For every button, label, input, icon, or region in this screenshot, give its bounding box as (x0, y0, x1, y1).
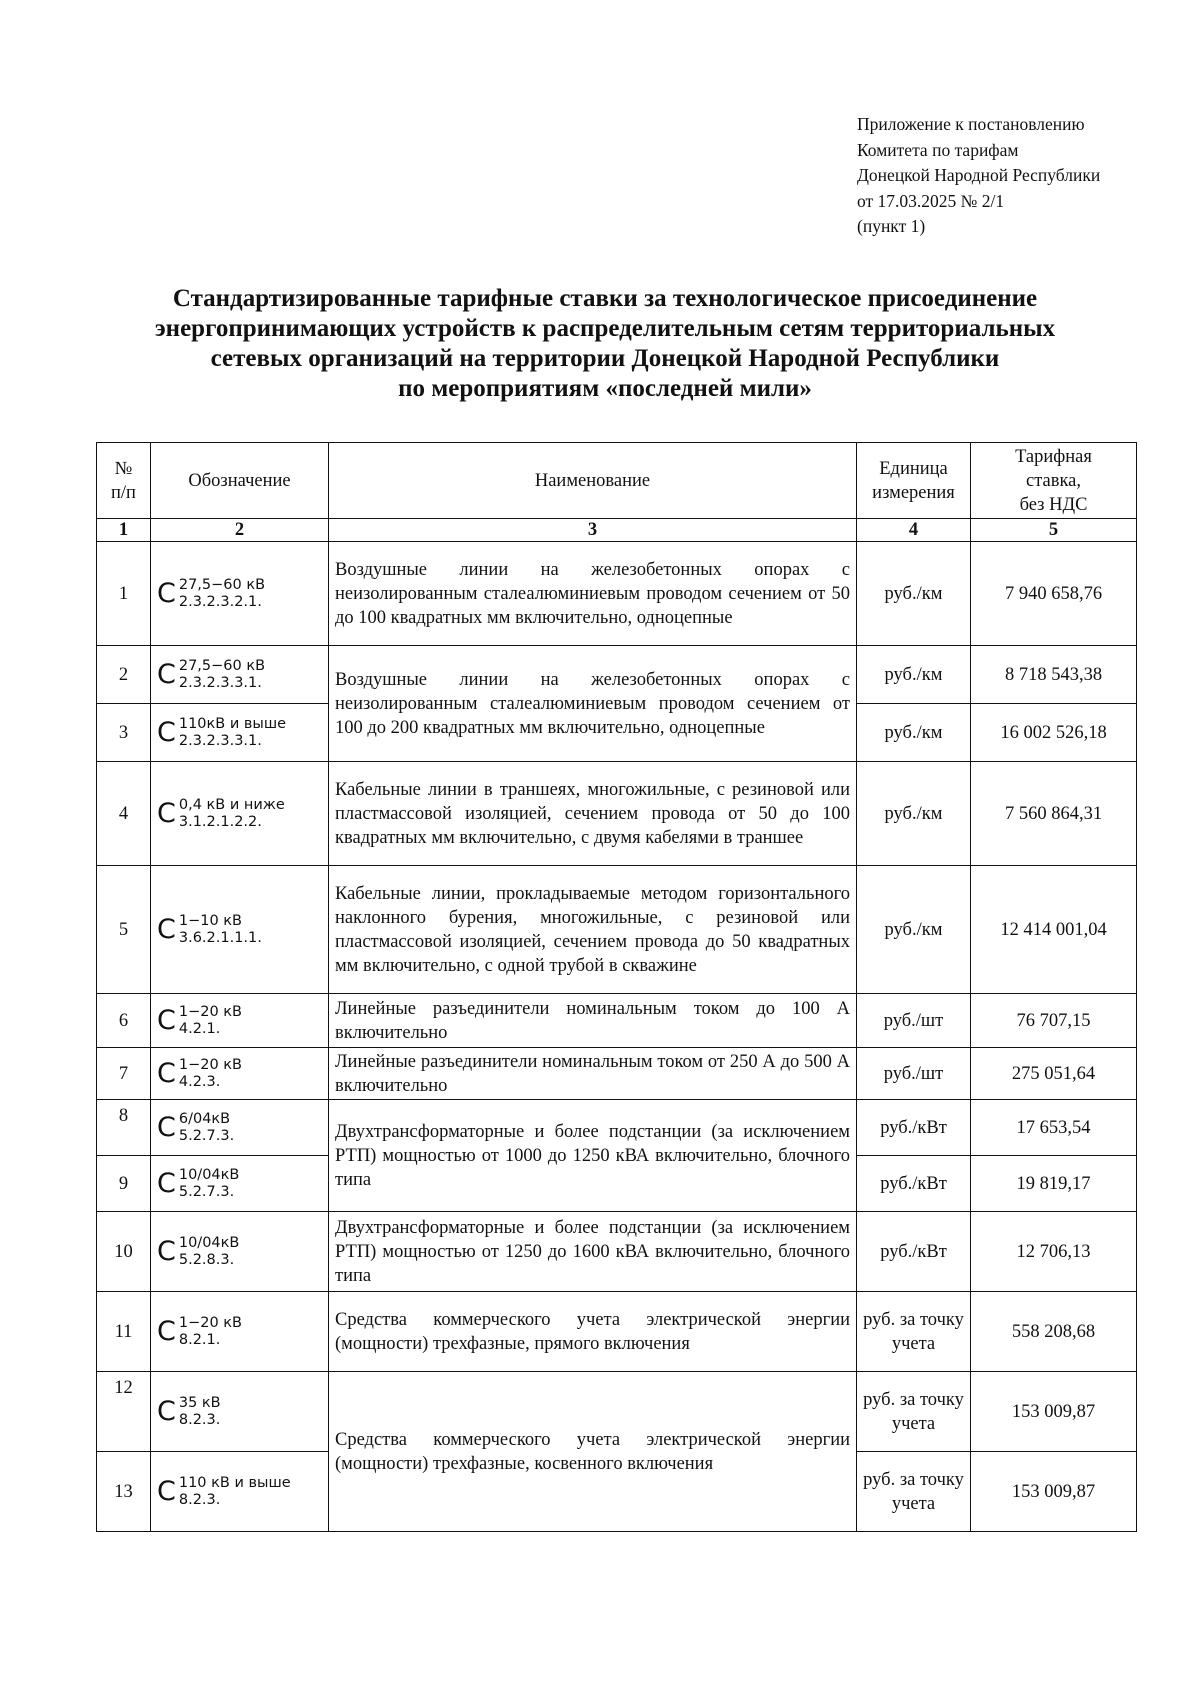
column-number: 1 (97, 519, 151, 542)
symbol-subscript: 5.2.7.3. (178, 1183, 235, 1200)
header-rate-line2: ставка, (1025, 470, 1081, 491)
tariff-symbol (157, 1057, 242, 1091)
symbol-subscript: 2.3.2.3.3.1. (178, 674, 262, 691)
symbol-letter: C (157, 716, 176, 748)
symbol-letter: C (157, 1057, 176, 1089)
symbol-superscript: 1−20 кВ (178, 1003, 242, 1020)
symbol-letter: C (157, 1167, 176, 1199)
table-row (97, 762, 1137, 866)
rate-cell: 17 653,54 (971, 1100, 1137, 1156)
symbol-superscript: 110 кВ и выше (178, 1474, 291, 1491)
symbol-subscript: 8.2.3. (178, 1411, 221, 1428)
unit-cell: руб. за точку учета (857, 1372, 971, 1452)
unit-cell: руб./кВт (857, 1100, 971, 1156)
symbol-subscript: 2.3.2.3.2.1. (178, 593, 262, 610)
symbol-letter: C (157, 1395, 176, 1427)
tariff-symbol (157, 1111, 234, 1145)
symbol-subscript: 2.3.2.3.3.1. (178, 732, 262, 749)
designation-cell (151, 704, 329, 762)
approval-line: (пункт 1) (857, 216, 926, 236)
symbol-superscript: 10/04кВ (178, 1234, 240, 1251)
table-row (97, 646, 1137, 704)
title-line: по мероприятиям «последней мили» (398, 375, 812, 402)
title-line: энергопринимающих устройств к распределительным сетям территориальных (154, 315, 1056, 342)
row-number: 13 (97, 1452, 151, 1532)
description-cell: Двухтрансформаторные и более подстанции (за исключением РТП) мощностью от 1250 до 1600 кВА включительно, блочного типа (329, 1212, 857, 1292)
table-row (97, 1100, 1137, 1156)
header-number-line1: № (114, 458, 133, 479)
row-number: 5 (97, 866, 151, 994)
tariff-symbol (157, 797, 285, 831)
symbol-subscript: 3.6.2.1.1.1. (178, 929, 262, 946)
rate-cell: 153 009,87 (971, 1452, 1137, 1532)
symbol-superscript: 35 кВ (178, 1394, 221, 1411)
designation-cell (151, 1100, 329, 1156)
tariff-symbol (157, 1395, 221, 1429)
rate-cell: 558 208,68 (971, 1292, 1137, 1372)
rate-cell: 76 707,15 (971, 994, 1137, 1048)
designation-cell (151, 866, 329, 994)
header-rate-line3: без НДС (1019, 494, 1088, 515)
rate-cell: 12 414 001,04 (971, 866, 1137, 994)
header-rate-line1: Тарифная (1015, 446, 1092, 467)
row-number: 10 (97, 1212, 151, 1292)
designation-cell (151, 1048, 329, 1100)
unit-cell: руб./км (857, 866, 971, 994)
symbol-superscript: 0,4 кВ и ниже (178, 796, 285, 813)
tariff-symbol (157, 658, 265, 692)
description-cell: Двухтрансформаторные и более подстанции (за исключением РТП) мощностью от 1000 до 1250 кВА включительно, блочного типа (329, 1100, 857, 1212)
table-row (97, 1048, 1137, 1100)
description-cell: Средства коммерческого учета электрической энергии (мощности) трехфазные, косвенного включения (329, 1372, 857, 1532)
rate-cell: 16 002 526,18 (971, 704, 1137, 762)
tariff-symbol (157, 1235, 239, 1269)
approval-line: от 17.03.2025 № 2/1 (857, 190, 1005, 211)
symbol-superscript: 1−20 кВ (178, 1314, 242, 1331)
unit-cell: руб./км (857, 542, 971, 646)
header-unit (857, 443, 971, 519)
unit-cell: руб./км (857, 762, 971, 866)
designation-cell (151, 762, 329, 866)
row-number: 7 (97, 1048, 151, 1100)
row-number: 12 (97, 1372, 151, 1452)
designation-cell (151, 646, 329, 704)
rate-cell: 275 051,64 (971, 1048, 1137, 1100)
row-number: 1 (97, 542, 151, 646)
symbol-letter: C (157, 1111, 176, 1143)
header-number-line2: п/п (111, 482, 136, 503)
designation-cell (151, 542, 329, 646)
header-number (97, 443, 151, 519)
approval-line: Донецкой Народной Республики (857, 165, 1101, 185)
rate-cell: 19 819,17 (971, 1156, 1137, 1212)
description-cell: Воздушные линии на железобетонных опорах с неизолированным сталеалюминиевым проводом сечением от 50 до 100 квадратных мм включительно, одноцепные (329, 542, 857, 646)
tariff-symbol (157, 1167, 239, 1201)
rate-cell: 7 940 658,76 (971, 542, 1137, 646)
symbol-letter: C (157, 913, 176, 945)
symbol-subscript: 8.2.3. (178, 1491, 221, 1508)
table-row (97, 1212, 1137, 1292)
designation-cell (151, 994, 329, 1048)
description-cell: Линейные разъединители номинальным током до 100 А включительно (329, 994, 857, 1048)
rate-cell: 12 706,13 (971, 1212, 1137, 1292)
header-rate (971, 443, 1137, 519)
title-line: Стандартизированные тарифные ставки за технологическое присоединение (172, 285, 1038, 312)
header-row (97, 443, 1137, 519)
table-row (97, 994, 1137, 1048)
table-row (97, 1372, 1137, 1452)
symbol-superscript: 10/04кВ (178, 1166, 240, 1183)
description-cell: Кабельные линии в траншеях, многожильные, с резиновой или пластмассовой изоляцией, сечением провода от 50 до 100 квадратных мм включительно, с двумя кабелями в траншее (329, 762, 857, 866)
description-cell: Воздушные линии на железобетонных опорах с неизолированным сталеалюминиевым проводом сечением от 100 до 200 квадратных мм включительно, одноцепные (329, 646, 857, 762)
symbol-letter: C (157, 1475, 176, 1507)
symbol-letter: C (157, 797, 176, 829)
symbol-letter: C (157, 658, 176, 690)
designation-cell (151, 1292, 329, 1372)
header-unit-line1: Единица (879, 458, 948, 479)
symbol-subscript: 3.1.2.1.2.2. (178, 813, 262, 830)
tariff-symbol (157, 716, 286, 750)
tariff-symbol (157, 1475, 291, 1509)
description-cell: Кабельные линии, прокладываемые методом горизонтального наклонного бурения, многожильные, с резиновой или пластмассовой изоляцией, сечением провода до 50 квадратных мм включительно, с одной трубой в скважине (329, 866, 857, 994)
tariff-symbol (157, 577, 265, 611)
row-number: 4 (97, 762, 151, 866)
rate-cell: 7 560 864,31 (971, 762, 1137, 866)
table-row (97, 1292, 1137, 1372)
column-number-row (97, 519, 1137, 542)
tariff-symbol (157, 913, 262, 947)
designation-cell (151, 1212, 329, 1292)
symbol-superscript: 110кВ и выше (178, 715, 287, 732)
unit-cell: руб./шт (857, 1048, 971, 1100)
designation-cell (151, 1372, 329, 1452)
rate-cell: 8 718 543,38 (971, 646, 1137, 704)
column-number: 3 (329, 519, 857, 542)
designation-cell (151, 1452, 329, 1532)
rate-cell: 153 009,87 (971, 1372, 1137, 1452)
tariff-symbol (157, 1315, 242, 1349)
symbol-subscript: 4.2.1. (178, 1020, 221, 1037)
header-name: Наименование (329, 443, 857, 519)
symbol-letter: C (157, 1235, 176, 1267)
designation-cell (151, 1156, 329, 1212)
symbol-subscript: 4.2.3. (178, 1073, 221, 1090)
approval-line: Комитета по тарифам (857, 139, 1019, 160)
symbol-superscript: 27,5−60 кВ (178, 657, 266, 674)
unit-cell: руб. за точку учета (857, 1292, 971, 1372)
unit-cell: руб./км (857, 704, 971, 762)
unit-cell: руб./кВт (857, 1212, 971, 1292)
row-number: 9 (97, 1156, 151, 1212)
column-number: 5 (971, 519, 1137, 542)
symbol-superscript: 27,5−60 кВ (178, 576, 266, 593)
symbol-letter: C (157, 1315, 176, 1347)
document-title (80, 284, 1130, 404)
unit-cell: руб./кВт (857, 1156, 971, 1212)
unit-cell: руб./км (857, 646, 971, 704)
column-number: 4 (857, 519, 971, 542)
symbol-letter: C (157, 1004, 176, 1036)
unit-cell: руб. за точку учета (857, 1452, 971, 1532)
approval-line: Приложение к постановлению (857, 114, 1085, 134)
description-cell: Средства коммерческого учета электрической энергии (мощности) трехфазные, прямого включения (329, 1292, 857, 1372)
header-unit-line2: измерения (872, 482, 955, 503)
tariff-symbol (157, 1004, 242, 1038)
symbol-superscript: 1−20 кВ (178, 1056, 242, 1073)
row-number: 6 (97, 994, 151, 1048)
table-row (97, 542, 1137, 646)
row-number: 8 (97, 1100, 151, 1156)
title-line: сетевых организаций на территории Донецкой Народной Республики (210, 345, 1000, 372)
symbol-letter: C (157, 577, 176, 609)
approval-block (857, 112, 1187, 240)
column-number: 2 (151, 519, 329, 542)
symbol-superscript: 6/04кВ (178, 1110, 231, 1127)
table-row (97, 866, 1137, 994)
row-number: 11 (97, 1292, 151, 1372)
header-designation: Обозначение (151, 443, 329, 519)
row-number: 2 (97, 646, 151, 704)
unit-cell: руб./шт (857, 994, 971, 1048)
symbol-subscript: 5.2.8.3. (178, 1251, 235, 1268)
tariff-table (96, 442, 1137, 1532)
symbol-subscript: 8.2.1. (178, 1331, 221, 1348)
description-cell: Линейные разъединители номинальным током от 250 А до 500 А включительно (329, 1048, 857, 1100)
symbol-subscript: 5.2.7.3. (178, 1127, 235, 1144)
row-number: 3 (97, 704, 151, 762)
symbol-superscript: 1−10 кВ (178, 912, 242, 929)
